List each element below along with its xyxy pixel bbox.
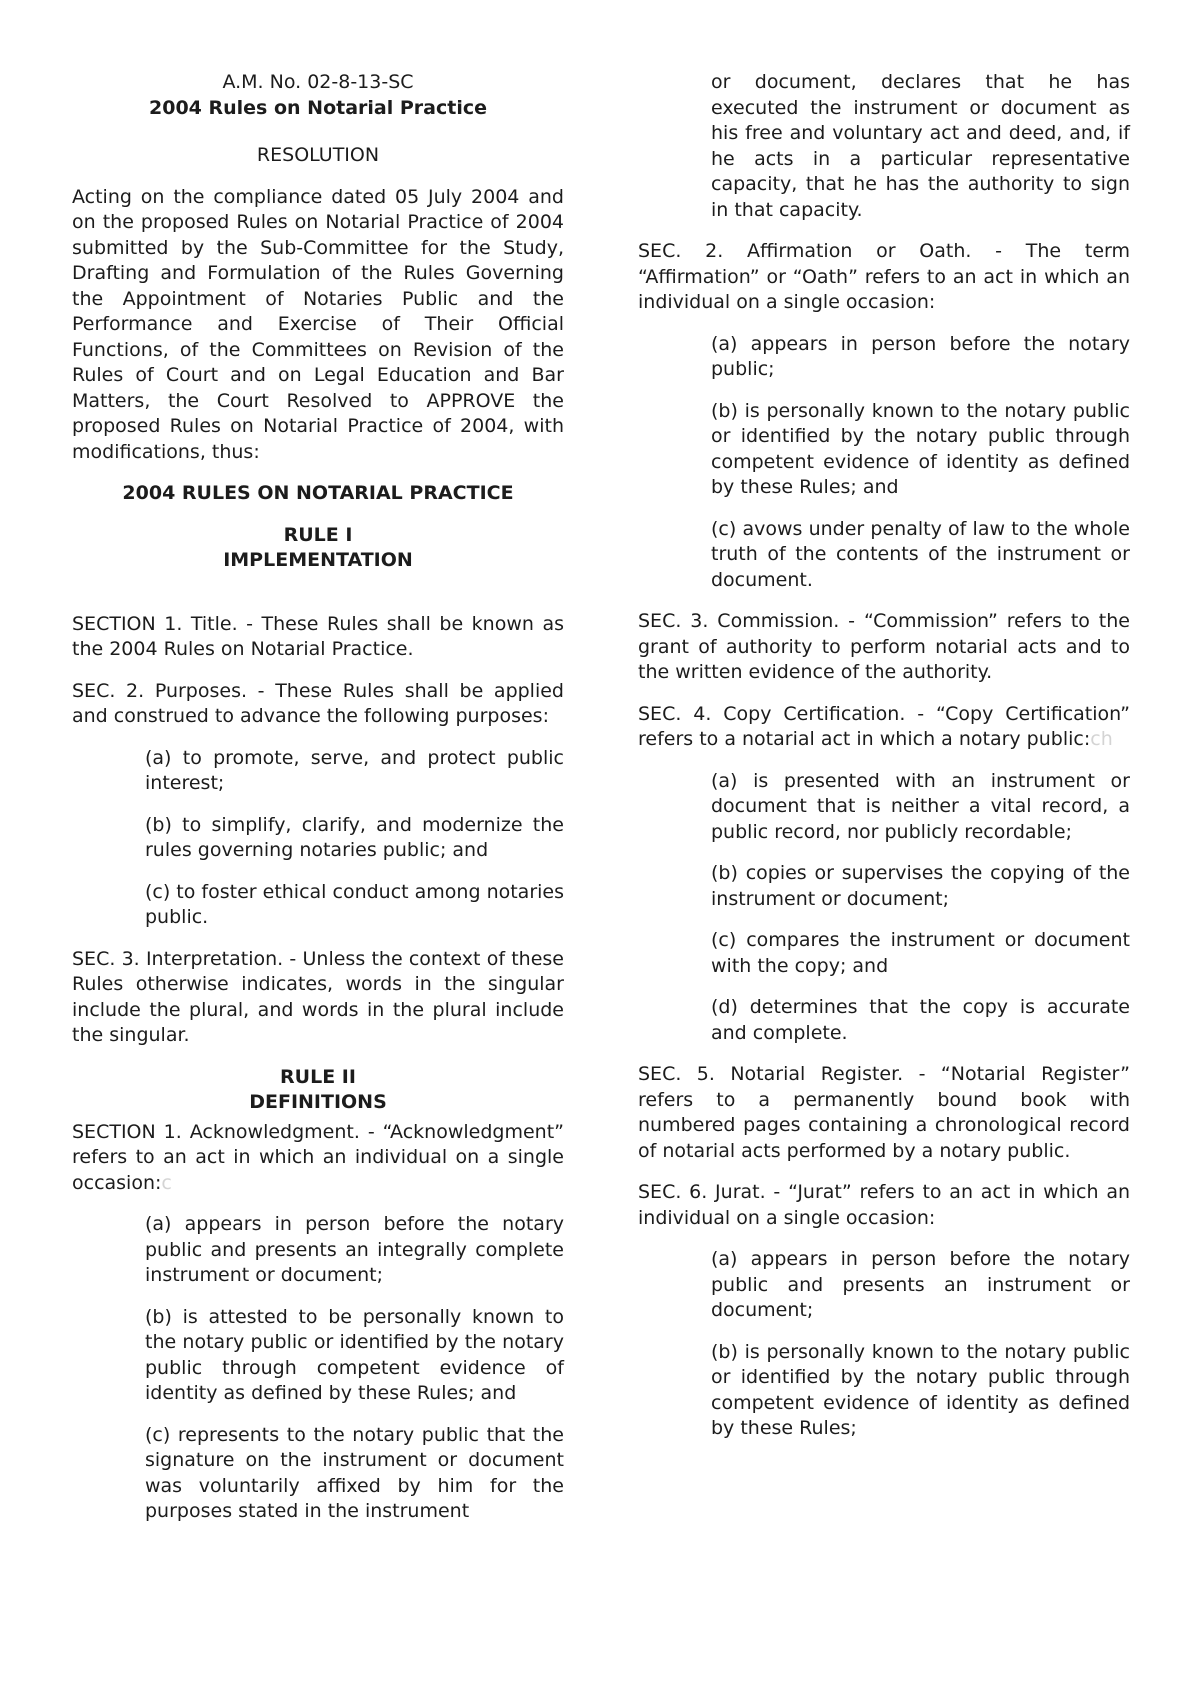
left-column (72, 70, 564, 1541)
rule-2-section-4 (638, 702, 1130, 753)
rule-1-number: RULE I (283, 523, 353, 546)
document-title: 2004 Rules on Notarial Practice (149, 96, 487, 119)
rule-2-section-6-item-b: (b) is personally known to the notary public or identified by the notary public through competent evidence of identity as defined by these Rules; (711, 1340, 1130, 1439)
rule-2-section-2-item-a: (a) appears in person before the notary public; (711, 332, 1130, 380)
rule-2-section-1-text: SECTION 1. Acknowledgment. - “Acknowledgment” refers to an act in which an individual on a single occasion: (72, 1120, 564, 1194)
resolution-heading: RESOLUTION (256, 144, 380, 166)
rule-2-section-1-item-c: (c) represents to the notary public that the signature on the instrument or document was voluntarily affixed by him for the purposes stated in the instrument (145, 1423, 564, 1522)
rule-2-title: DEFINITIONS (249, 1091, 387, 1113)
rule-2-section-2-item-c: (c) avows under penalty of law to the whole truth of the contents of the instrument or document. (711, 517, 1130, 591)
rule-2-section-5: SEC. 5. Notarial Register. - “Notarial Register” refers to a permanently bound book with numbered pages containing a chronological record of notarial acts performed by a notary public. (638, 1063, 1130, 1162)
rule-1-section-2: SEC. 2. Purposes. - These Rules shall be applied and construed to advance the following purposes: (72, 679, 564, 727)
right-column (638, 70, 1130, 1458)
rule-2-section-6-item-a: (a) appears in person before the notary public and presents an instrument or document; (711, 1248, 1130, 1321)
rule-1-section-1: SECTION 1. Title. - These Rules shall be known as the 2004 Rules on Notarial Practice. (72, 612, 564, 660)
rule-2-heading (72, 1065, 564, 1116)
text-artifact: c (161, 1171, 172, 1194)
rule-2-section-1-item-b: (b) is attested to be personally known to the notary public or identified by the notary public through competent evidence of identity as defined by these Rules; and (145, 1305, 564, 1404)
rule-1-section-2-item-c: (c) to foster ethical conduct among notaries public. (145, 880, 565, 928)
rule-2-section-1-item-c-continued: or document, declares that he has executed the instrument or document as his free and voluntary act and deed, and, if he acts in a particular representative capacity, that he has the authority to sign in that capacity. (711, 71, 1130, 221)
rule-1-section-2-item-b: (b) to simplify, clarify, and modernize the rules governing notaries public; and (145, 813, 564, 861)
rule-2-section-4-text: SEC. 4. Copy Certification. - “Copy Certification” refers to a notarial act in which a notary public: (638, 702, 1130, 750)
document-number: A.M. No. 02-8-13-SC (222, 71, 414, 93)
rule-2-section-1-item-a: (a) appears in person before the notary public and presents an integrally complete instrument or document; (145, 1213, 564, 1286)
rule-1-section-3: SEC. 3. Interpretation. - Unless the context of these Rules otherwise indicates, words in the singular include the plural, and words in the plural include the singular. (72, 947, 564, 1046)
rules-heading: 2004 RULES ON NOTARIAL PRACTICE (122, 482, 514, 504)
rule-1-title: IMPLEMENTATION (223, 549, 413, 571)
rule-2-number: RULE II (280, 1065, 356, 1088)
resolution-paragraph: Acting on the compliance dated 05 July 2004 and on the proposed Rules on Notarial Practice of 2004 submitted by the Sub-Committee for the Study, Drafting and Formulation of the Rules Governing the Appointment of Notaries Public and the Performance and Exercise of Their Official Functions, of the Committees on Revision of the Rules of Court and on Legal Education and Bar Matters, the Court Resolved to APPROVE the proposed Rules on Notarial Practice of 2004, with modifications, thus: (72, 185, 564, 463)
rule-2-section-4-item-c: (c) compares the instrument or document with the copy; and (711, 929, 1130, 977)
rule-2-section-1 (72, 1120, 564, 1197)
rule-2-section-2-item-b: (b) is personally known to the notary public or identified by the notary public through competent evidence of identity as defined by these Rules; and (711, 399, 1130, 498)
rule-2-section-6: SEC. 6. Jurat. - “Jurat” refers to an act in which an individual on a single occasion: (638, 1181, 1130, 1229)
rule-2-section-2: SEC. 2. Affirmation or Oath. - The term “Affirmation” or “Oath” refers to an act in which an individual on a single occasion: (638, 240, 1130, 313)
rule-1-heading (72, 523, 564, 574)
rule-1-section-2-item-a: (a) to promote, serve, and protect public interest; (145, 746, 564, 794)
text-artifact: ch (1090, 728, 1113, 750)
rule-2-section-4-item-b: (b) copies or supervises the copying of the instrument or document; (711, 862, 1130, 910)
rule-2-section-3: SEC. 3. Commission. - “Commission” refers to the grant of authority to perform notarial acts and to the written evidence of the authority. (638, 610, 1130, 683)
rule-2-section-4-item-a: (a) is presented with an instrument or document that is neither a vital record, a public record, nor publicly recordable; (711, 769, 1130, 843)
rule-2-section-4-item-d: (d) determines that the copy is accurate and complete. (711, 996, 1130, 1044)
document-header (72, 70, 564, 121)
